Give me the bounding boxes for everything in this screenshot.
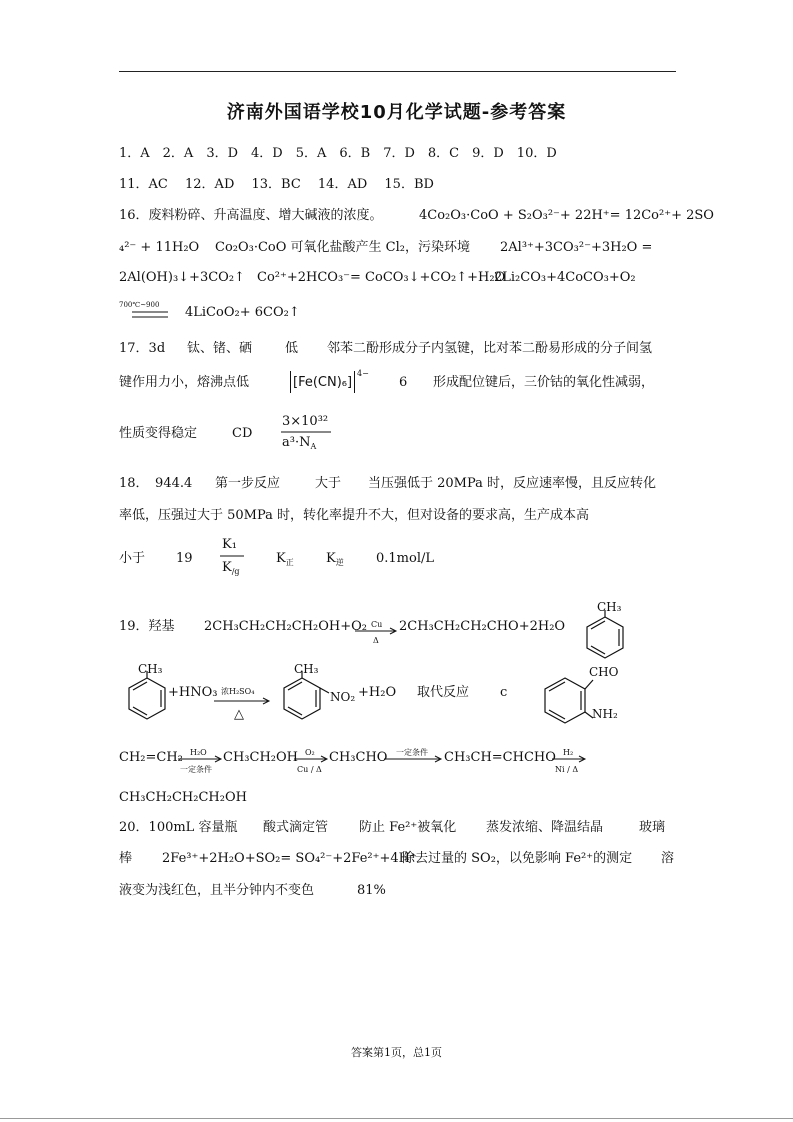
- q17-line2-b: 6: [399, 375, 408, 390]
- q19-route-s1: CH₂=CH₂: [119, 750, 183, 765]
- q19-route-arrow1-top: H₂O: [190, 748, 207, 757]
- q17-line1-b: 钛、锗、硒: [187, 341, 253, 356]
- q19-route-s3: CH₃CHO: [329, 750, 388, 765]
- q19-line1-a: 19．羟基: [119, 619, 175, 634]
- q18-k-den-sub: /g: [231, 567, 240, 576]
- q19-route-arrow1-bottom: 一定条件: [180, 765, 212, 774]
- answers-row-2: 11．AC 12．AD 13．BC 14．AD 15．BD: [119, 177, 434, 192]
- q20-line2-c: 除去过量的 SO₂，以免影响 Fe²⁺的测定: [402, 851, 633, 866]
- q17-fraction-denominator: [282, 434, 316, 452]
- q19-route-arrow4-bottom: Ni / Δ: [555, 765, 579, 774]
- q20-line3-b: 81%: [357, 883, 386, 898]
- q20-line3-a: 液变为浅红色，且半分钟内不变色: [119, 883, 315, 898]
- q18-k-numerator: K₁: [222, 537, 237, 552]
- q20-line1-b: 酸式滴定管: [263, 820, 329, 835]
- q19-toluene-ring-2: [122, 673, 172, 723]
- q18-k-den-text: K: [222, 560, 232, 575]
- q19-route-arrow3: [384, 755, 442, 763]
- q20-line1-c: 防止 Fe²⁺被氧化: [359, 820, 457, 835]
- q19-route-arrow4-top: H₂: [563, 748, 574, 757]
- q19-arrow1-top: Cu: [371, 620, 383, 629]
- answers-row-1: 1．A 2．A 3．D 4．D 5．A 6．B 7．D 8．C 9．D 10．D: [119, 146, 557, 161]
- q19-arrow1-bottom: Δ: [373, 636, 379, 645]
- q19-nitro-ch3: CH₃: [294, 662, 319, 676]
- q18-line1-b: 第一步反应: [215, 476, 281, 491]
- page-title: 济南外国语学校10月化学试题-参考答案: [226, 102, 567, 123]
- q20-line2-b: 2Fe³⁺+2H₂O+SO₂= SO₄²⁻+2Fe²⁺+4H⁺: [162, 851, 417, 866]
- q17-line1-d: 邻苯二酚形成分子内氢键，比对苯二酚易形成的分子间氢: [327, 341, 653, 356]
- q18-line1-d: 当压强低于 20MPa 时，反应速率慢，且反应转化: [368, 476, 657, 491]
- q18-line3-a: 小于: [119, 551, 146, 566]
- header-rule: [119, 71, 676, 72]
- q19-reaction-type: 取代反应: [417, 685, 470, 700]
- q19-line1-c: 2CH₃CH₂CH₂CHO+2H₂O: [399, 619, 566, 634]
- q16-line2-start: ₄²⁻ + 11H₂O: [119, 240, 200, 255]
- q17-fraction-numerator: 3×10³²: [282, 414, 329, 429]
- q17-fraction-bar: [281, 431, 331, 433]
- q20-line2-a: 棒: [119, 851, 133, 866]
- q19-no2-group: NO₂: [330, 690, 356, 704]
- q18-k-forward: [276, 551, 294, 567]
- q16-line3-end: 2Li₂CO₃+4CoCO₃+O₂: [494, 270, 636, 285]
- q18-k-reverse-sub: 逆: [335, 558, 344, 567]
- q19-route-arrow2-bottom: Cu / Δ: [297, 765, 322, 774]
- q16-equal-sign: [132, 311, 168, 319]
- q19-nitrotoluene-ring: [277, 673, 337, 723]
- q20-line1-d: 蒸发浓缩、降温结晶: [486, 820, 604, 835]
- q16-line1: 16．废料粉碎、升高温度、增大碱液的浓度。: [119, 208, 383, 223]
- footer-rule: [0, 1118, 793, 1119]
- q19-route-s5: CH₃CH₂CH₂CH₂OH: [119, 790, 247, 805]
- q19-nh2-group: NH₂: [592, 707, 618, 721]
- q19-arrow2-bottom: △: [234, 707, 244, 722]
- q17-den-text: a³·N: [282, 435, 311, 450]
- q20-line1-e: 玻璃: [639, 820, 666, 835]
- q17-line3-a: 性质变得稳定: [119, 426, 198, 441]
- q19-toluene-ring-1: [580, 612, 630, 662]
- q19-cho-group: CHO: [589, 665, 619, 679]
- q18-line2: 率低，压强过大于 50MPa 时，转化率提升不大，但对设备的要求高，生产成本高: [119, 508, 590, 523]
- q19-plus-h2o: +H₂O: [358, 685, 397, 700]
- q18-concentration: 0.1mol/L: [376, 551, 434, 566]
- q18-k-denominator: [222, 559, 240, 577]
- q16-line2-end: 2Al³⁺+3CO₃²⁻+3H₂O =: [500, 240, 653, 255]
- q18-line1-c: 大于: [315, 476, 342, 491]
- page-footer: 答案第1页，总1页: [351, 1046, 442, 1059]
- q16-line3-start: 2Al(OH)₃↓+3CO₂↑: [119, 270, 245, 285]
- q18-k-reverse: [326, 551, 344, 567]
- q18-line1-a: 18． 944.4: [119, 476, 193, 491]
- q19-route-s4: CH₃CH=CHCHO: [444, 750, 556, 765]
- q17-complex-charge: 4−: [357, 369, 369, 378]
- q18-k-reverse-text: K: [326, 551, 336, 566]
- q20-line2-d: 溶: [661, 851, 675, 866]
- q19-arrow2: [214, 697, 270, 705]
- q18-k-forward-text: K: [276, 551, 286, 566]
- q17-line1-c: 低: [285, 341, 299, 356]
- q19-route-arrow2-top: O₂: [305, 748, 315, 757]
- q19-toluene-ch3-top: CH₃: [597, 600, 622, 614]
- q19-route-arrow3-top: 一定条件: [396, 748, 428, 757]
- q16-line4: 4LiCoO₂+ 6CO₂↑: [185, 305, 300, 320]
- q19-toluene-ch3-left: CH₃: [138, 662, 163, 676]
- q16-line2-middle: Co₂O₃·CoO 可氧化盐酸产生 Cl₂，污染环境: [215, 240, 470, 255]
- q17-line2-c: 形成配位键后，三价钴的氧化性减弱，: [433, 375, 655, 390]
- q16-line3-middle: Co²⁺+2HCO₃⁻= CoCO₃↓+CO₂↑+H₂O: [257, 270, 506, 285]
- q19-line1-b: 2CH₃CH₂CH₂CH₂OH+O₂: [204, 619, 368, 634]
- q16-condition: 700℃~900: [119, 301, 160, 309]
- q19-arrow2-top: 浓H₂SO₄: [221, 687, 255, 696]
- q17-line1-a: 17．3d: [119, 341, 166, 356]
- q18-k-forward-sub: 正: [285, 558, 294, 567]
- q19-route-s2: CH₃CH₂OH: [223, 750, 298, 765]
- q17-complex-formula: [290, 371, 355, 393]
- q17-complex-text: [Fe(CN)₆]: [293, 375, 353, 390]
- q17-den-sub: A: [310, 442, 317, 451]
- q20-line1-a: 20．100mL 容量瓶: [119, 820, 238, 835]
- q17-line3-b: CD: [232, 426, 253, 441]
- q19-plus-hno3: +HNO₃: [168, 685, 218, 700]
- q17-line2-a: 键作用力小，熔沸点低: [119, 375, 250, 390]
- q16-equation-1: 4Co₂O₃·CoO + S₂O₃²⁻+ 22H⁺= 12Co²⁺+ 2SO: [419, 208, 714, 223]
- q18-line3-b: 19: [176, 551, 193, 566]
- q18-k-fraction-bar: [220, 555, 244, 557]
- q19-answer-c: c: [500, 685, 508, 700]
